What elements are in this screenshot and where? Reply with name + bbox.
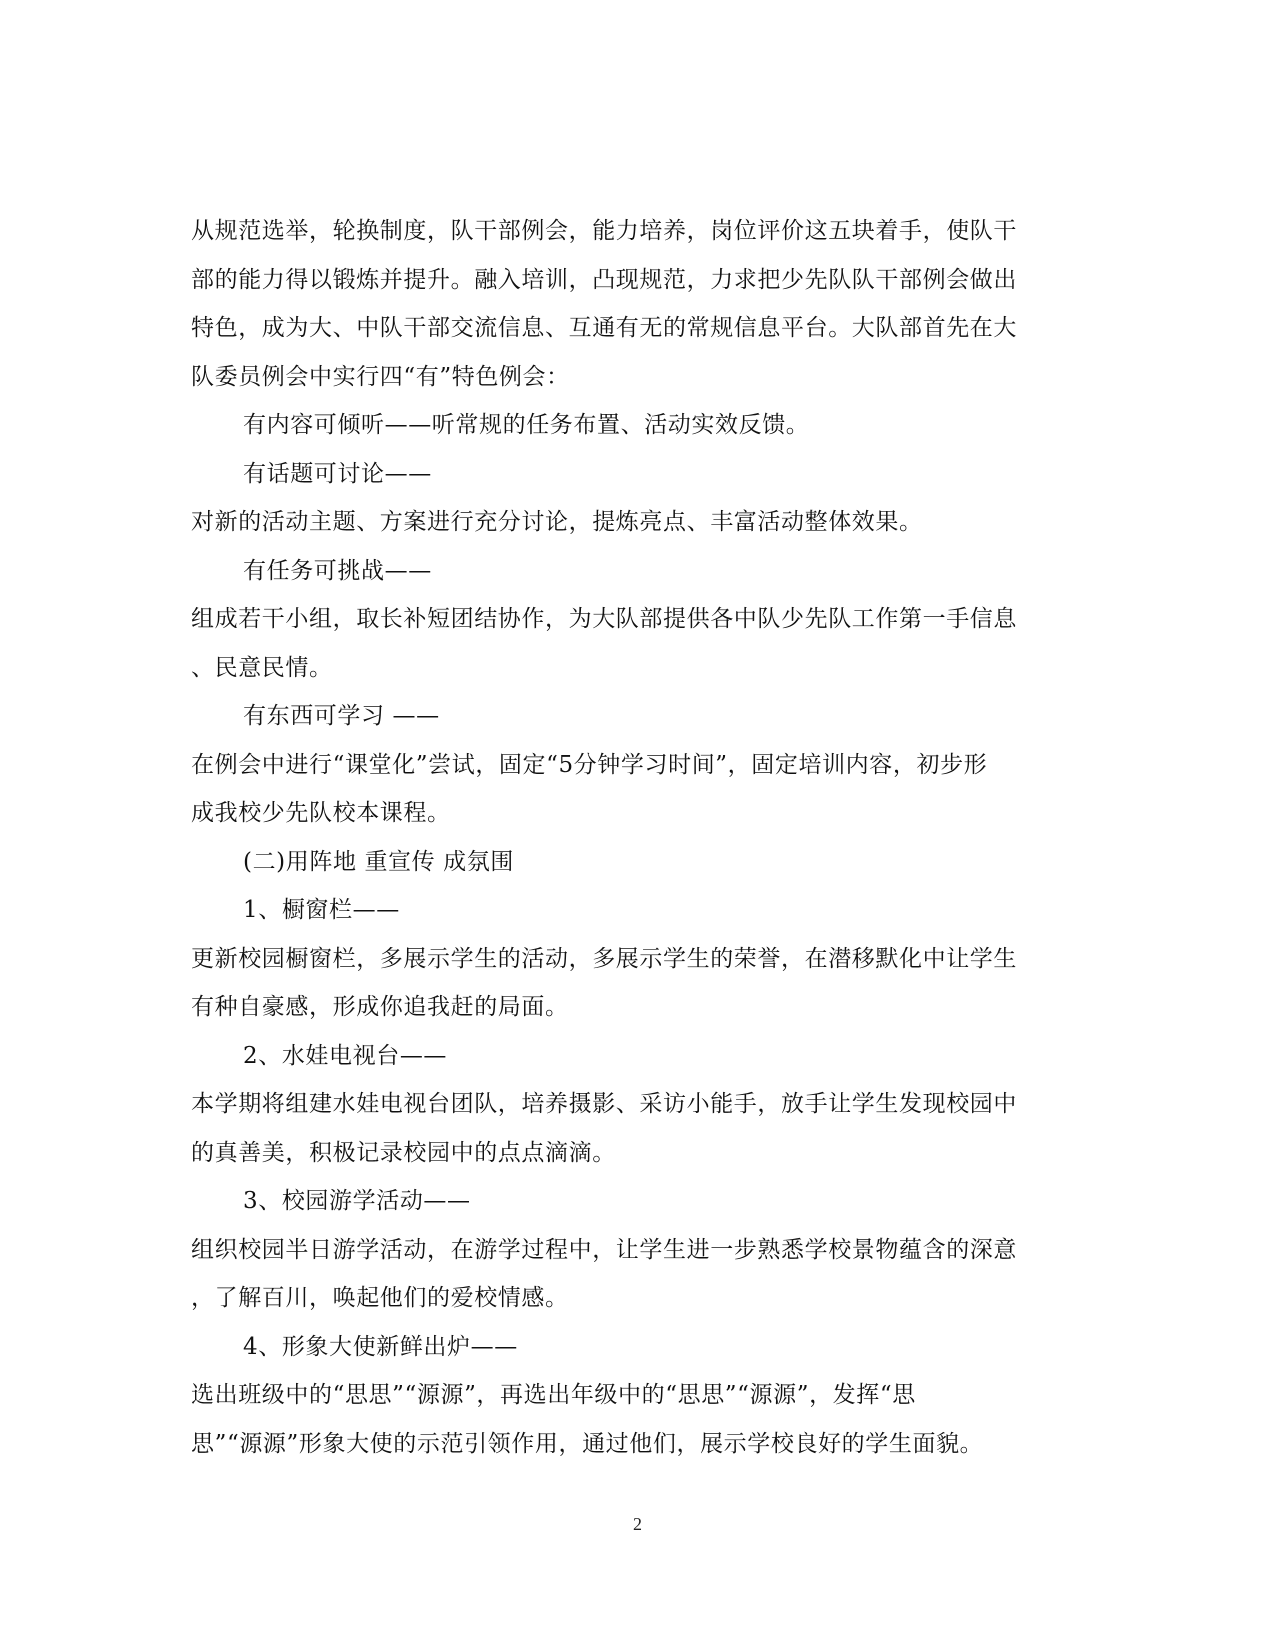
text-line: 有东西可学习 —— xyxy=(243,703,440,729)
text-line: 的真善美，积极记录校园中的点点滴滴。 xyxy=(191,1139,616,1166)
text-line: 有任务可挑战—— xyxy=(243,557,432,584)
text-line: 特色，成为大、中队干部交流信息、互通有无的常规信息平台。大队部首先在大 xyxy=(191,315,1017,341)
document-body xyxy=(191,207,1071,1468)
text-line: 组织校园半日游学活动，在游学过程中，让学生进一步熟悉学校景物蕴含的深意 xyxy=(191,1236,1017,1263)
page-number: 2 xyxy=(633,1514,642,1534)
list-item-heading: 1、橱窗栏—— xyxy=(243,897,400,923)
text-line: 、民意民情。 xyxy=(191,654,333,681)
text-line: 在例会中进行“课堂化”尝试，固定“5分钟学习时间”，固定培训内容，初步形 xyxy=(191,751,988,778)
text-line: 部的能力得以锻炼并提升。融入培训，凸现规范，力求把少先队队干部例会做出 xyxy=(191,266,1017,293)
text-line: ，了解百川，唤起他们的爱校情感。 xyxy=(191,1285,569,1311)
text-line: 本学期将组建水娃电视台团队，培养摄影、采访小能手，放手让学生发现校园中 xyxy=(191,1091,1017,1117)
list-item-heading: 2、水娃电视台—— xyxy=(243,1042,448,1069)
text-line: 组成若干小组，取长补短团结协作，为大队部提供各中队少先队工作第一手信息 xyxy=(191,606,1017,632)
text-line: 有种自豪感，形成你追我赶的局面。 xyxy=(191,994,569,1020)
list-item-heading: 4、形象大使新鲜出炉—— xyxy=(243,1333,518,1360)
text-line: 思”“源源”形象大使的示范引领作用，通过他们，展示学校良好的学生面貌。 xyxy=(191,1430,984,1457)
text-line: 更新校园橱窗栏，多展示学生的活动，多展示学生的荣誉，在潜移默化中让学生 xyxy=(191,945,1017,972)
list-item-heading: 3、校园游学活动—— xyxy=(243,1188,471,1214)
text-line: 对新的活动主题、方案进行充分讨论，提炼亮点、丰富活动整体效果。 xyxy=(191,509,923,535)
text-line: 队委员例会中实行四“有”特色例会： xyxy=(191,363,570,390)
text-line: 有内容可倾听——听常规的任务布置、活动实效反馈。 xyxy=(243,412,810,438)
text-line: 选出班级中的“思思”“源源”，再选出年级中的“思思”“源源”，发挥“思 xyxy=(191,1382,916,1408)
text-line: 从规范选举，轮换制度，队干部例会，能力培养，岗位评价这五块着手，使队干 xyxy=(191,218,1017,244)
section-heading: (二)用阵地 重宣传 成氛围 xyxy=(243,848,514,875)
text-line: 有话题可讨论—— xyxy=(243,460,432,487)
text-line: 成我校少先队校本课程。 xyxy=(191,800,451,826)
